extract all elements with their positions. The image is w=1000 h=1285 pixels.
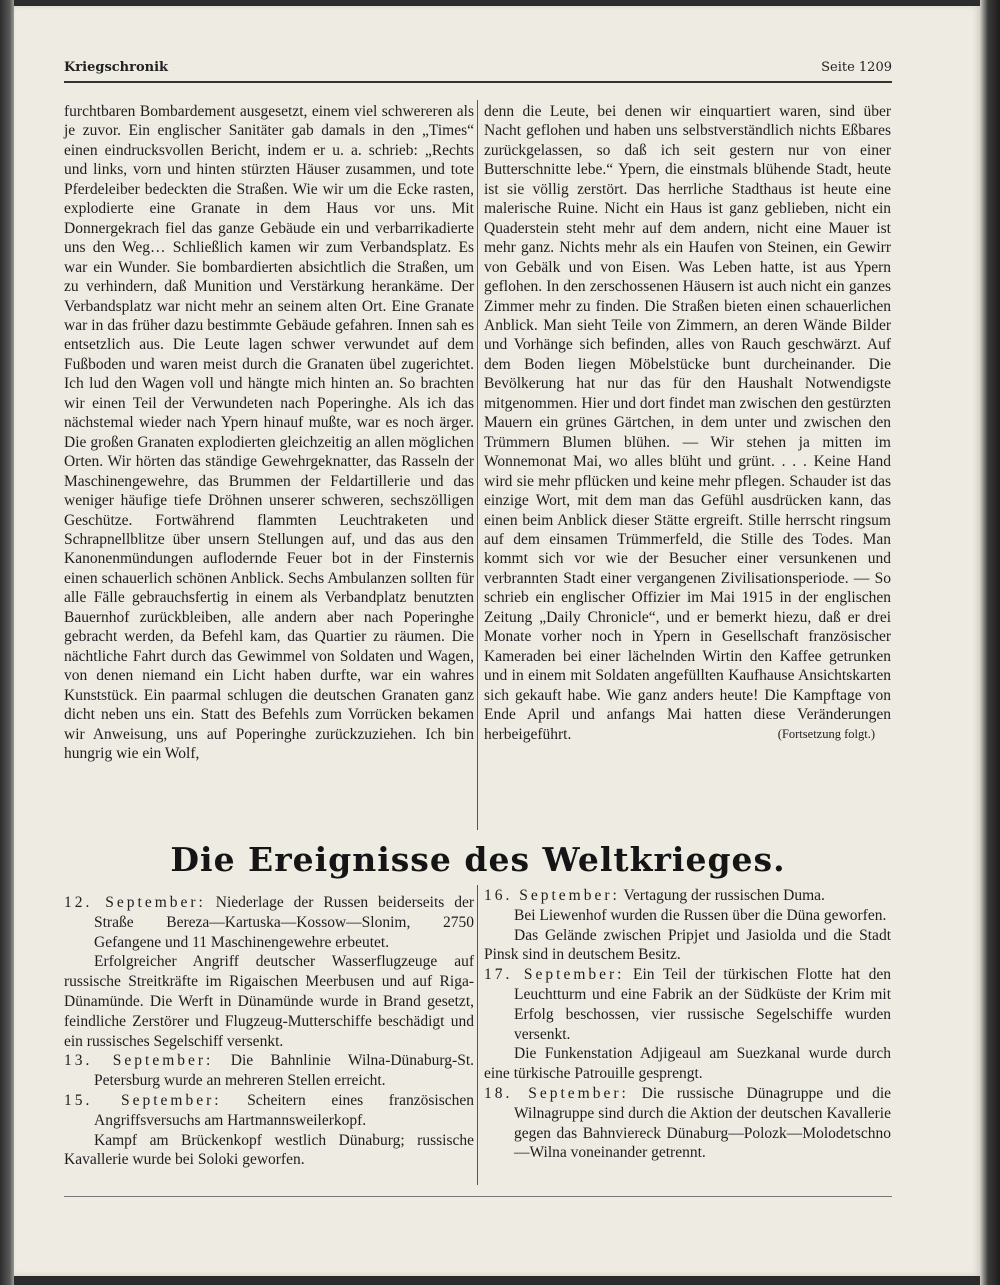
header-rule [64, 81, 892, 83]
event-text: Die russische Dünagruppe und die Wilnagruppe sind durch die Aktion der deutschen Kavallerie gegen das Bahnviereck Dünaburg—Polozk—Molodetschno—Wilna voneinander getrennt. [514, 1084, 892, 1162]
event-entry [484, 886, 891, 906]
event-text: Die Funkenstation Adjigeaul am Suezkanal wurde durch eine türkische Patrouille gesprengt. [484, 1045, 891, 1083]
event-date: 15. September: [64, 1091, 222, 1109]
events-left-column [64, 893, 474, 1170]
running-title: Kriegschronik [64, 60, 169, 75]
event-date: 13. September: [64, 1052, 214, 1070]
event-entry [64, 1131, 474, 1171]
article-right-column [484, 102, 891, 744]
column-divider-bottom [477, 885, 478, 1185]
event-entry [484, 1084, 891, 1163]
event-text: Vertagung der russischen Duma. [623, 887, 825, 904]
event-text: Niederlage der Russen beiderseits der Straße Bereza—Kartuska—Kossow—Slonim, 2750 Gefangene und 11 Maschinengewehre erbeutet. [94, 894, 475, 951]
continued-note: (Fortsetzung folgt.) [777, 726, 875, 741]
event-entry [64, 1051, 474, 1091]
event-entry [64, 952, 474, 1051]
event-text: Kampf am Brückenkopf westlich Dünaburg; russische Kavallerie wurde bei Soloki geworfen. [64, 1131, 474, 1169]
event-text: Ein Teil der türkischen Flotte hat den Leuchtturm und eine Fabrik an der Südküste der Krim mit Erfolg beschossen, vier russische Segelschiffe wurden versenkt. [514, 966, 892, 1043]
bottom-rule [64, 1196, 892, 1197]
event-entry [484, 1044, 891, 1084]
book-binding [0, 0, 14, 1285]
event-date: 17. September: [484, 966, 625, 984]
events-headline: Die Ereignisse des Weltkrieges. [170, 840, 786, 879]
event-entry [484, 926, 891, 966]
event-text: Das Gelände zwischen Pripjet und Jasiolda und die Stadt Pinsk sind in deutschem Besitz. [484, 926, 891, 964]
event-entry [484, 906, 891, 926]
article-left-text: furchtbaren Bombardement ausgesetzt, einem viel schwereren als je zuvor. Ein englischer Sanitäter gab damals in den „Times“ einen eindrucksvollen Bericht, indem er u. a. schrieb: „Rechts und links, vorn und hinten stürzten Häuser zusammen, und tote Pferdeleiber bedeckten die Straßen. Wie wir um die Ecke rasten, explodierte eine Granate in dem Haus vor uns. Mit Donnergekrach fiel das ganze Gebäude ein und verbarrikadierte uns den Weg… Schließlich kamen wir zum Verbandsplatz. Es war ein Wunder. Sie bombardierten absichtlich die Straßen, um zu verhindern, daß Munition und Verstärkung herankäme. Der Verbandsplatz war nicht mehr an seinem alten Ort. Eine Granate war in das früher dazu bestimmte Gebäude gefahren. Innen sah es entsetzlich aus. Die Leute lagen schwer verwundet auf dem Fußboden und waren meist durch die Granaten übel zugerichtet. Ich lud den Wagen voll und hängte mich hinten an. So brachten wir einen Teil der Verwundeten nach Poperinghe. Als ich das nächstemal wieder nach Ypern hinauf mußte, war es noch ärger. Die großen Granaten explodierten gleichzeitig an allen möglichen Orten. Wir hörten das ständige Gewehrgeknatter, das Rasseln der Maschinengewehre, das Brummen der Feldartillerie und das weniger häufige tiefe Dröhnen unserer schweren, sechszölligen Geschütze. Fortwährend flammten Leuchtraketen und Schrapnellblitze über unsern Stellungen auf, und das aus den Kanonenmündungen auflodernde Feuer bot in der Finsternis einen schauerlich schönen Anblick. Sechs Ambulanzen sollten für alle Fälle gebrauchsfertig in einem als Verbandplatz benutzten Bauernhof zurückbleiben, alle andern aber nach Poperinghe gebracht werden, da Befehl kam, das Quartier zu räumen. Die nächtliche Fahrt durch das Gewimmel von Soldaten und Wagen, von denen niemand ein Licht haben durfte, war ein wahres Kunststück. Ein paarmal schlugen die deutschen Granaten ganz dicht neben uns ein. Statt des Befehls zum Vorrücken bekamen wir Anweisung, uns auf Poperinghe zurückzuziehen. Ich bin hungrig wie ein Wolf, [64, 103, 474, 762]
article-left-column [64, 102, 474, 763]
event-entry [484, 965, 891, 1044]
event-text: Bei Liewenhof wurden die Russen über die Düna geworfen. [514, 906, 887, 924]
event-text: Die Bahnlinie Wilna-Dünaburg-St. Petersburg wurde an mehreren Stellen erreicht. [94, 1052, 475, 1090]
event-date: 16. September: [484, 887, 620, 904]
event-date: 12. September: [64, 894, 206, 911]
page-number: Seite 1209 [821, 60, 892, 75]
column-divider-top [477, 100, 478, 830]
events-right-column [484, 886, 891, 1163]
event-date: 18. September: [484, 1084, 629, 1102]
event-entry [64, 1091, 474, 1131]
event-text: Scheitern eines französischen Angriffsversuchs am Hartmannsweilerkopf. [94, 1091, 474, 1129]
page-edge-shadow [980, 0, 1000, 1285]
event-entry [64, 893, 474, 952]
article-right-text: denn die Leute, bei denen wir einquartiert waren, sind über Nacht geflohen und haben uns selbstverständlich nichts Eßbares zurückgelassen, so daß ich seit gestern nur von einer Butterschnitte lebe.“ Ypern, die einstmals blühende Stadt, heute ist sie völlig zerstört. Das herrliche Stadthaus ist heute eine malerische Ruine. Nicht ein Haus ist ganz geblieben, nicht ein Quaderstein steht mehr auf dem andern, nicht eine Mauer ist mehr ganz. Nichts mehr als ein Haufen von Steinen, ein Gewirr von Gebälk und von Eisen. Was Leben hatte, ist aus Ypern geflohen. In den zerschossenen Häusern ist auch nicht ein ganzes Zimmer mehr zu finden. Die Straßen bieten einen schauerlichen Anblick. Man sieht Teile von Zimmern, an deren Wände Bilder und Vorhänge sich befinden, alles von Rauch geschwärzt. Auf dem Boden liegen Möbelstücke bunt durcheinander. Die Bevölkerung hat nur das für den Haushalt Notwendigste mitgenommen. Hier und dort findet man zwischen den gestürzten Mauern ein grünes Gärtchen, in dem unter und zwischen den Trümmern Blumen blühen. — Wir stehen ja mitten im Wonnemonat Mai, wo alles blüht und grünt. . . . Keine Hand wird sie mehr pflücken und keine mehr pflegen. Schauder ist das einzige Wort, mit dem man das Gefühl ausdrücken kann, das einen beim Anblick dieser Stätte ergreift. Stille herrscht ringsum auf dem einsamen Trümmerfeld, die Stille des Todes. Man kommt sich vor wie der Besucher einer versunkenen und verbrannten Stadt einer vergangenen Zivilisationsperiode. — So schrieb ein englischer Offizier im Mai 1915 in der englischen Zeitung „Daily Chronicle“, und er bemerkt hiezu, daß er drei Monate vorher noch in Ypern in Gesellschaft französischer Kameraden bei einer lächelnden Wirtin den Kaffee getrunken und in einem mit Soldaten angefüllten Kaufhause Ansichtskarten sich gekauft habe. Wie ganz anders heute! Die Kampftage von Ende April und anfangs Mai hatten diese Veränderungen herbeigeführt. [484, 103, 891, 743]
page-header [64, 60, 892, 80]
event-text: Erfolgreicher Angriff deutscher Wasserflugzeuge auf russische Streitkräfte im Rigaischen Meerbusen und auf Riga-Dünamünde. Die Werft in Dünamünde wurde in Brand gesetzt, feindliche Zerstörer und Flugzeug-Mutterschiffe beschädigt und ein russisches Segelschiff versenkt. [64, 953, 474, 1050]
